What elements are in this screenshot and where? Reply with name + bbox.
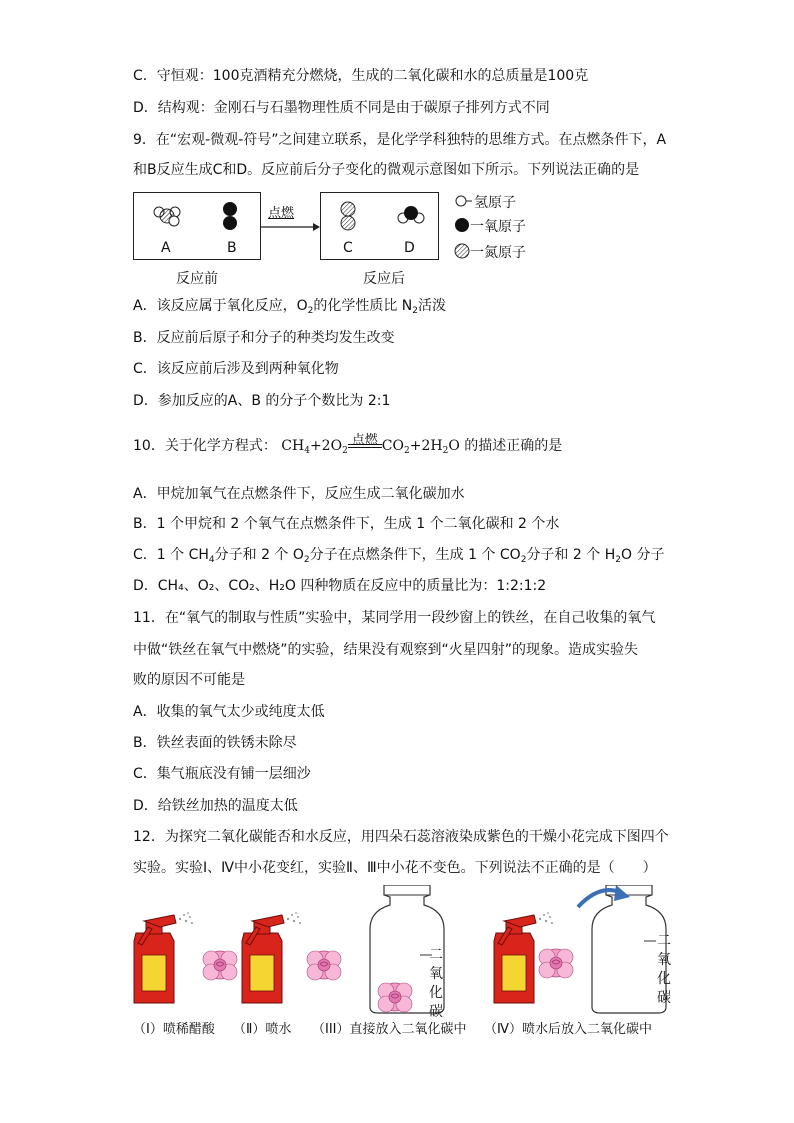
- label-c: C: [343, 240, 353, 256]
- legend-hydrogen: 氢原子: [474, 195, 516, 211]
- molecule-b: [223, 202, 237, 230]
- q11-option-a: A．收集的氧气太少或纯度太低: [133, 704, 325, 720]
- q9-option-d: D．参加反应的A、B 的分子个数比为 2:1: [133, 393, 391, 409]
- label-d: D: [404, 240, 415, 256]
- experiment-illustration: [130, 885, 690, 1020]
- flower-icon-4: [539, 949, 573, 978]
- option-d-structure: D．结构观：金刚石与石墨物理性质不同是由于碳原子排列方式不同: [133, 100, 550, 116]
- q11-option-d: D．给铁丝加热的温度太低: [133, 798, 298, 814]
- q9-option-c: C．该反应前后涉及到两种氧化物: [133, 361, 339, 377]
- legend-oxygen: 一氧原子: [470, 219, 526, 235]
- flower-icon-1: [203, 951, 237, 980]
- caption-experiment-4: （Ⅳ）喷水后放入二氧化碳中: [484, 1022, 652, 1037]
- jar-label-2: 二 氧 化 碳: [657, 933, 671, 1006]
- caption-experiment-3: （III）直接放入二氧化碳中: [312, 1022, 467, 1037]
- caption-before: 反应前: [176, 271, 218, 287]
- legend-nitrogen: 一氮原子: [470, 245, 526, 261]
- oxygen-icon: [455, 218, 469, 232]
- chemical-equation: $CH_4+2O_2$ 点燃 $CO_2+2H_2O$: [281, 433, 460, 456]
- q9-stem-line1: 9．在“宏观-微观-符号”之间建立联系，是化学学科独特的思维方式。在点燃条件下，A: [133, 132, 667, 148]
- q10-stem: 10．关于化学方程式： $CH_4+2O_2$ 点燃 $CO_2+2H_2O$ 的描述正确的是: [133, 433, 563, 456]
- caption-experiment-2: （Ⅱ）喷水: [233, 1022, 292, 1037]
- q11-stem-line2: 中做“铁丝在氧气中燃烧”的实验，结果没有观察到“火星四射”的现象。造成实验失: [133, 642, 639, 658]
- flower-icon-2: [307, 951, 341, 980]
- q10-option-c: C．1 个 $CH_4$分子和 2 个 $O_2$分子在点燃条件下，生成 1 个 $CO_2$分子和 2 个 $H_2O$ 分子: [133, 547, 665, 565]
- option-c-conservation: C．守恒观：100克酒精充分燃烧，生成的二氧化碳和水的总质量是100克: [133, 68, 589, 84]
- sprayer-icon-1: [134, 912, 193, 1003]
- molecule-a: [154, 207, 180, 226]
- jar-label-1: 二 氧 化 碳: [429, 947, 443, 1020]
- q10-option-a: A．甲烷加氧气在点燃条件下，反应生成二氧化碳加水: [133, 486, 465, 502]
- q9-option-b: B．反应前后原子和分子的种类均发生改变: [133, 330, 395, 346]
- sprayer-icon-2: [242, 912, 301, 1003]
- equation-arrow: [348, 433, 382, 450]
- q10-option-b: B．1 个甲烷和 2 个氧气在点燃条件下，生成 1 个二氧化碳和 2 个水: [133, 516, 560, 532]
- molecule-c: [341, 202, 355, 230]
- reaction-condition: 点燃: [351, 433, 378, 448]
- q11-option-b: B．铁丝表面的铁锈未除尽: [133, 735, 297, 751]
- hydrogen-icon: [456, 196, 466, 206]
- q12-stem-line1: 12．为探究二氧化碳能否和水反应，用四朵石蕊溶液染成紫色的干燥小花完成下图四个: [133, 829, 669, 845]
- arrow-condition: 点燃: [268, 206, 295, 221]
- jar-icon-2: [592, 885, 666, 1013]
- q12-stem-line2: 实验。实验Ⅰ、Ⅳ中小花变红，实验Ⅱ、Ⅲ中小花不变色。下列说法不正确的是（ ）: [133, 860, 657, 876]
- flower-icon-3: [378, 983, 412, 1012]
- label-a: A: [161, 240, 171, 256]
- caption-after: 反应后: [363, 271, 405, 287]
- q9-option-a: A．该反应属于氧化反应，$O_2$的化学性质比 $N_2$活泼: [133, 298, 447, 316]
- q9-stem-line2: 和B反应生成C和D。反应前后分子变化的微观示意图如下所示。下列说法正确的是: [133, 162, 640, 178]
- q11-stem-line1: 11．在“氧气的制取与性质”实验中，某同学用一段纱窗上的铁丝，在自己收集的氧气: [133, 610, 656, 626]
- caption-experiment-1: （I）喷稀醋酸: [133, 1022, 215, 1037]
- q10-option-d: D．CH₄、O₂、CO₂、H₂O 四种物质在反应中的质量比为：1:2:1:2: [133, 578, 547, 594]
- q11-stem-line3: 败的原因不可能是: [133, 672, 245, 688]
- q11-option-c: C．集气瓶底没有铺一层细沙: [133, 766, 311, 782]
- label-b: B: [227, 240, 237, 256]
- nitrogen-icon: [455, 244, 469, 258]
- molecule-d: [398, 206, 424, 223]
